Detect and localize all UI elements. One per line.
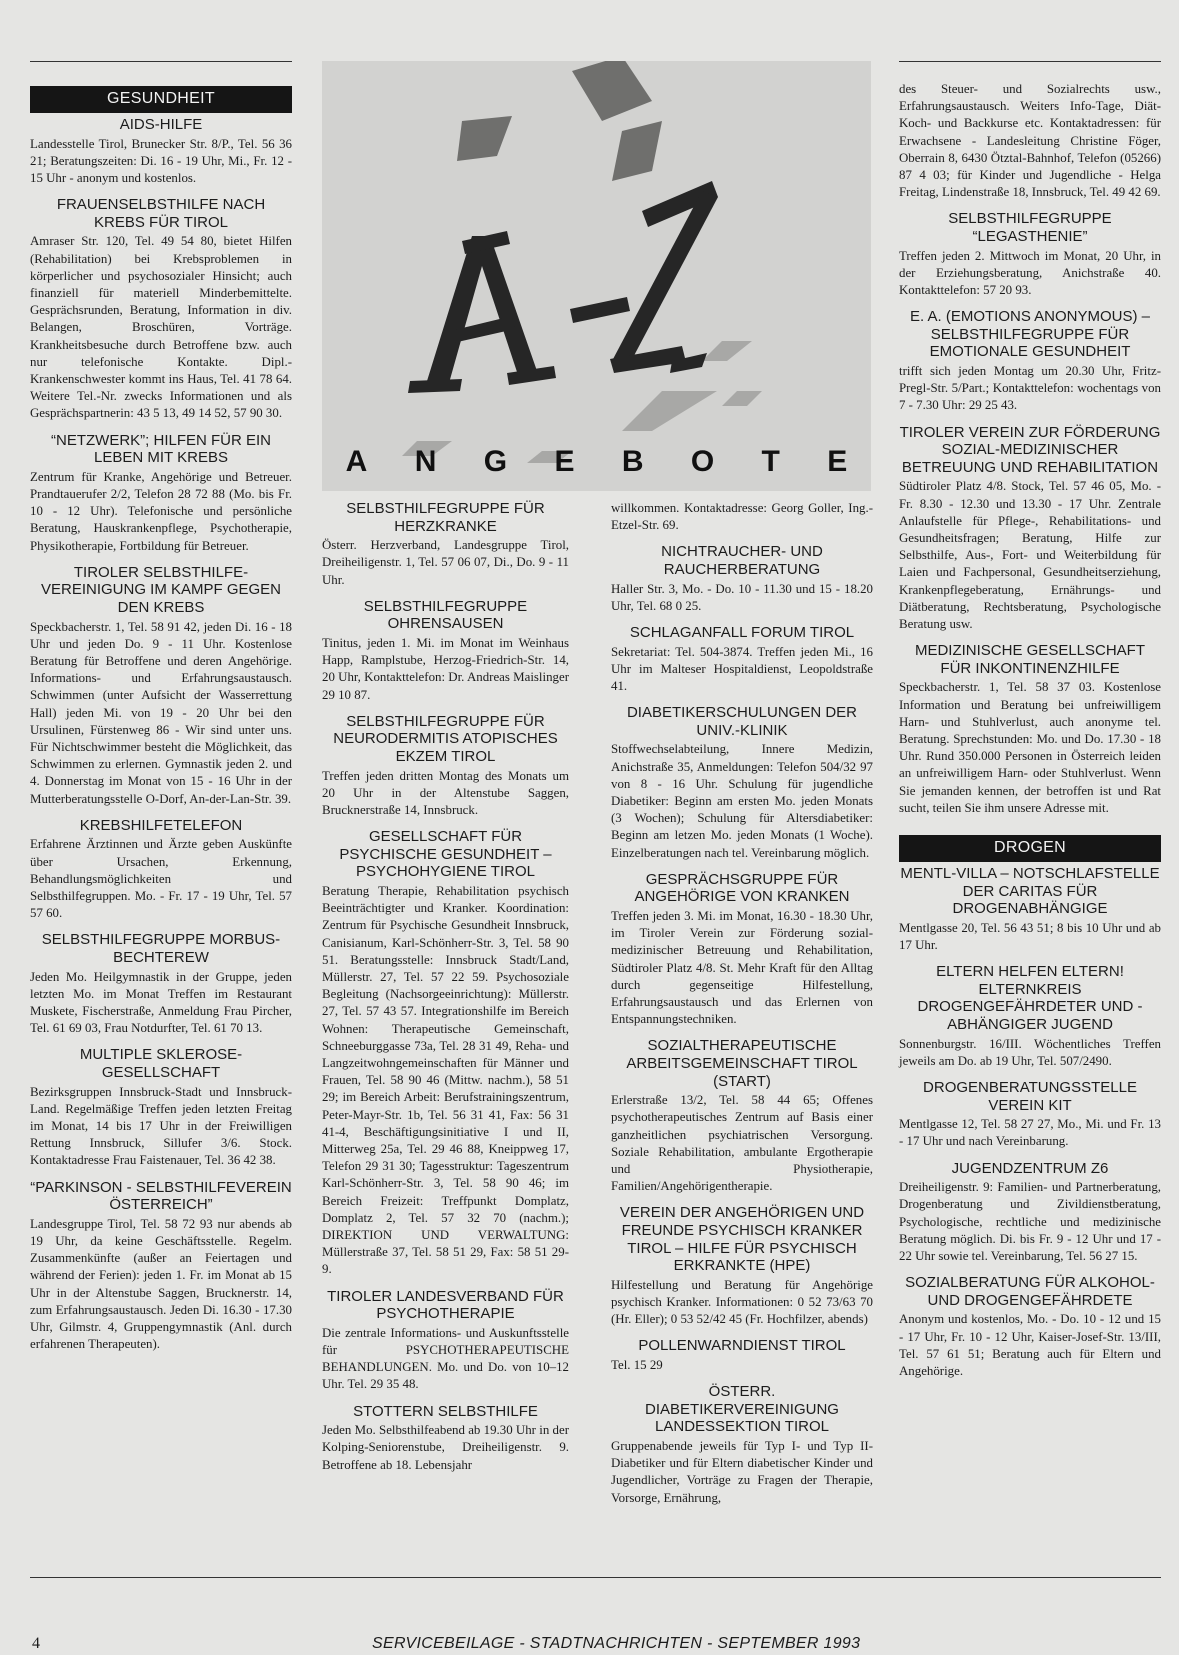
entry-text: Südtiroler Platz 4/8. Stock, Tel. 57 46 05, Mo. - Fr. 8.30 - 12.30 und 13.30 - 17 Uhr. Zentrale Anlaufstelle für Pflege-, Rehabilitations- und Gesundheitsfragen; Beratung, Hilfe zur Selbsthilfe, Aus-, Fort- und Weiterbildung für Laien und Fachpersonal, Gesundheitserziehung, Krankenpflegeberatung, Ernährungs- und Diätberatung, Rechtsberatung, Psychologische Beratung usw. xyxy=(899,479,1161,632)
entry-heading: NICHTRAUCHER- UND RAUCHERBERATUNG xyxy=(661,543,823,578)
az-art xyxy=(322,61,871,491)
entry-heading: MENTL-VILLA – NOTSCHLAFSTELLE DER CARITAS FÜR DROGENABHÄNGIGE xyxy=(900,865,1160,918)
angebote-letter: E xyxy=(827,445,848,478)
entry-text: Zentrum für Kranke, Angehörige und Betreuer. Prandtauerufer 2/2, Telefon 28 72 88 (Mo. bis Fr. 10 - 12 Uhr). Telefonische und persönliche Beratung, Hauskrankenpflege, Psychotherapie, Physikotherapie, Fortbildung für Betreuer. xyxy=(30,469,292,553)
entry-text: Hilfestellung und Beratung für Angehörige psychisch Kranker. Informationen: 0 52 73/63 70 (Hr. Eller); 0 53 52/42 45 (Fr. Hochfilzer, abends) xyxy=(611,1277,873,1327)
angebote-letters xyxy=(322,445,871,479)
entry-heading: SELBSTHILFEGRUPPE OHRENSAUSEN xyxy=(363,597,528,633)
footer-title: SERVICEBEILAGE - STADTNACHRICHTEN - SEPTEMBER 1993 xyxy=(372,1635,861,1652)
continued-text: des Steuer- und Sozialrechts usw., Erfahrungsaustausch. Weiters Info-Tage, Diät-Koch- und Backkurse etc. Kontaktadressen: für Erwachsene - Landesleitung Christine Föger, Oberrain 8, 6430 Ötztal-Bahnhof, Telefon (05266) 87 4 03; für Kinder und Jugendliche - Helga Freitag, Lindenstraße 18, Innsbruck, Tel. 49 42 69. xyxy=(899,82,1161,200)
entry-heading: GESPRÄCHSGRUPPE FÜR ANGEHÖRIGE VON KRANKEN xyxy=(634,870,850,906)
entry-heading: ÖSTERR. DIABETIKERVEREINIGUNG LANDESSEKTION TIROL xyxy=(645,1383,839,1436)
entry-text: Erlerstraße 13/2, Tel. 58 44 65; Offenes psychotherapeutisches Zentrum auf Basis einer ganzheitlichen psychiatrischen Versorgung. Soziale Rehabilitation, ambulante Ergotherapie und Physiotherapie, Familien/Angehörigentherapie. xyxy=(611,1093,873,1194)
entry-heading: SOZIALBERATUNG FÜR ALKOHOL- UND DROGENGEFÄHRDETE xyxy=(905,1274,1155,1309)
entry-heading: E. A. (EMOTIONS ANONYMOUS) – SELBSTHILFEGRUPPE FÜR EMOTIONALE GESUNDHEIT xyxy=(909,308,1151,361)
angebote-letter: O xyxy=(690,445,715,478)
entry-text: Jeden Mo. Heilgymnastik in der Gruppe, jeden letzten Mo. im Monat Treffen im Restaurant Muskete, Fischerstraße, Anmeldung Frau Pircher, Tel. 61 69 03, Frau Notdurfter, Tel. 61 70 13. xyxy=(30,969,292,1036)
angebote-letter: T xyxy=(761,445,780,478)
entry-text: Speckbacherstr. 1, Tel. 58 91 42, jeden Di. 16 - 18 Uhr und jeden Do. 9 - 11 Uhr. Kostenlose Beratung für Betroffene und deren Angehörige. Informations- und Erfahrungsaustausch. Schwimmen (unter Aufsicht der Wasserrettung Hall) jeden Mi. von 19 - 20 Uhr bei den Ursulinen, Fürstenweg 86 - Wir sind unter uns. Für Nichtschwimmer besteht die Möglichkeit, das Schwimmen zu erlernen. Gymnastik jeden 2. und 4. Donnerstag im Monat von 15 - 16 Uhr in der Mutterberatungsstelle O-Dorf, An-der-Lan-Str. 39. xyxy=(30,619,292,806)
entry-heading: GESELLSCHAFT FÜR PSYCHISCHE GESUNDHEIT – PSYCHOHYGIENE TIROL xyxy=(339,828,552,881)
entry-heading: TIROLER LANDESVERBAND FÜR PSYCHOTHERAPIE xyxy=(327,1287,564,1323)
entry-heading: “PARKINSON - SELBSTHILFEVEREIN ÖSTERREICH” xyxy=(30,1178,292,1214)
entry-heading: ELTERN HELFEN ELTERN! ELTERNKREIS DROGENGEFÄHRDETER UND -ABHÄNGIGER JUGEND xyxy=(917,963,1143,1033)
entry-text: Anonym und kostenlos, Mo. - Do. 10 - 12 und 15 - 17 Uhr, Fr. 10 - 12 Uhr, Kaiser-Josef-Str. 13/III, Tel. 57 61 51; Beratung auch für Eltern und Angehörige. xyxy=(899,1312,1161,1378)
entry-heading: VEREIN DER ANGEHÖRIGEN UND FREUNDE PSYCHISCH KRANKER TIROL – HILFE FÜR PSYCHISCH ERKRANKTE (HPE) xyxy=(619,1204,865,1275)
entry-heading: SELBSTHILFEGRUPPE “LEGASTHENIE” xyxy=(948,210,1112,246)
entry-heading: DIABETIKERSCHULUNGEN DER UNIV.-KLINIK xyxy=(626,704,858,739)
entry-heading: SELBSTHILFEGRUPPE FÜR NEURODERMITIS ATOPISCHES EKZEM TIROL xyxy=(333,712,558,765)
entry-text: Mentlgasse 20, Tel. 56 43 51; 8 bis 10 Uhr und ab 17 Uhr. xyxy=(899,920,1161,953)
entry-heading: JUGENDZENTRUM Z6 xyxy=(951,1159,1109,1177)
entry-text: Bezirksgruppen Innsbruck-Stadt und Innsbruck-Land. Regelmäßige Treffen jeden letzten Freitag im Monat, 14 bis 17 Uhr in der Freiwilligen Rettung Innsbruck, Sillufer 3/6. Stock. Kontaktadresse Frau Faistenauer, Tel. 36 42 38. xyxy=(30,1084,292,1168)
column-1 xyxy=(30,86,292,1353)
entry-heading: DROGENBERATUNGSSTELLE VEREIN KIT xyxy=(923,1079,1137,1114)
angebote-letter: N xyxy=(414,445,437,478)
entry-text: Amraser Str. 120, Tel. 49 54 80, bietet Hilfen (Rehabilitation) bei Krebsproblemen in körperlicher und psychosozialer Hinsicht; auch finanziell für materiell Minderbemittelte. Gesprächsrunden, Beratung, Information in div. Belangen, Broschüren, Vorträge. Krankheitsbesuche durch Betroffene bzw. auch nur telefonische Kontakte. Dipl.-Krankenschwester kommt ins Haus, Tel. 41 78 64. Weitere Tel.-Nr. zwecks Informationen und als Gesprächspartnerin: 43 5 13, 49 14 52, 57 90 30. xyxy=(30,234,292,421)
entry-text: Tel. 15 29 xyxy=(611,1358,663,1372)
page-number: 4 xyxy=(32,1635,40,1652)
entry-heading: SELBSTHILFEGRUPPE MORBUS-BECHTEREW xyxy=(41,931,281,967)
entry-text: Treffen jeden 3. Mi. im Monat, 16.30 - 18.30 Uhr, im Tiroler Verein zur Förderung sozial-medizinischer Betreuung und Rehabilitation, Südtiroler Platz 4/8. St. Mehr Kraft für den Alltag durch gegenseitige Hilfestellung, Erfahrungsaustausch und das Erlernen von Entspannungstechniken. xyxy=(611,909,873,1027)
entry-text: Tinitus, jeden 1. Mi. im Monat im Weinhaus Happ, Ramplstube, Herzog-Friedrich-Str. 14, 20 Uhr, Kontakttelefon: Dr. Andreas Maislinger 29 10 87. xyxy=(322,635,569,702)
entry-text: Landesgruppe Tirol, Tel. 58 72 93 nur abends ab 19 Uhr, da keine Geschäftsstelle. Regelm. Zusammenkünfte (außer an Feiertagen und während der Ferien): jeden 1. Fr. im Monat ab 15 Uhr in der Altenstube Saggen, Brucknerstr. 14, zum Erfahrungsaustausch. Jeden Di. 16.30 - 17.30 Uhr, Gilmstr. 4, Gruppengymnastik (Anl. durch erfahrenen Therapeuten). xyxy=(30,1216,292,1352)
entry-text: Dreiheiligenstr. 9: Familien- und Partnerberatung, Drogenberatung und Zivildienstberatung, Psychologische, rechtliche und medizinische Beratung möglich. Di. bis Fr. 9 - 12 Uhr und 17 - 22 Uhr sowie tel. Vereinbarung, Tel. 56 27 15. xyxy=(899,1180,1161,1263)
entry-text: Treffen jeden dritten Montag des Monats um 20 Uhr in der Altenstube Saggen, Brucknerstraße 14, Innsbruck. xyxy=(322,768,569,817)
entry-text: Speckbacherstr. 1, Tel. 58 37 03. Kostenlose Information und Beratung bei unfreiwilligem Harn- und Stuhlverlust, auch anonyme tel. Beratung. Sprechstunden: Mo. und Do. 17.30 - 18 Uhr. Rund 350.000 Personen in Österreich leiden an unfreiwilligem Harn- oder Stuhlverlust. Wenn Sie jemanden kennen, der betroffen ist und Rat sucht, teilen Sie ihm unsere Adresse mit. xyxy=(899,680,1161,815)
column-4 xyxy=(899,81,1161,1380)
entry-text: Beratung Therapie, Rehabilitation psychisch Beeinträchtigter und Kranker. Koordination: Zentrum für Psychische Gesundheit Innsbruck, Canisianum, Karl-Schönherr-Str. 3, Tel. 58 90 51. Beratungsstelle: Innsbruck Stadt/Land, Müllerstr. 27, Tel. 57 22 59. Psychosoziale Begleitung (Nachsorgeeinrichtung): Müllerstr. 27, Tel. 57 43 57. Integrationshilfe im Bereich Wohnen: Therapeutische Gemeinschaft, Schneeburggasse 73a, Tel. 28 31 49, Reha- und Langzeitwohngemeinschaften für Männer und Frauen, Tel. 58 90 46 (Mittw. nachm.), 58 51 29; im Bereich Arbeit: Berufstrainingszentrum, Peter-Mayr-Str. 1b, Tel. 56 31 41, Fax: 56 31 41-4, Beschäftigungsinitiative I und II, Mitterweg 25a, Tel. 29 46 88, Kneippweg 17, Telefon 29 31 30; Tagesstruktur: Tageszentrum Karl-Schönherr-Str. 3, Tel. 58 90 46; im Bereich Freizeit: Treffpunkt Domplatz, Domplatz 2, Tel. 57 32 70 (nachm.); DIREKTION UND VERWALTUNG: Müllerstraße 37, Tel. 58 51 29, Fax: 58 51 29-9. xyxy=(322,883,569,1277)
column-3 xyxy=(611,500,873,1507)
entry-heading: TIROLER VEREIN ZUR FÖRDERUNG SOZIAL-MEDIZINISCHER BETREUUNG UND REHABILITATION xyxy=(899,423,1161,476)
entry-text: Treffen jeden 2. Mittwoch im Monat, 20 Uhr, in der Erziehungsberatung, Anichstraße 40. Kontakttelefon: 57 20 93. xyxy=(899,248,1161,298)
entry-text: Sonnenburgstr. 16/III. Wöchentliches Treffen jeweils am Do. ab 19 Uhr, Tel. 507/2490. xyxy=(899,1036,1161,1068)
entry-heading: AIDS-HILFE xyxy=(119,116,203,133)
entry-heading: POLLENWARNDIENST TIROL xyxy=(638,1337,846,1355)
entry-text: Haller Str. 3, Mo. - Do. 10 - 11.30 und 15 - 18.20 Uhr, Tel. 68 0 25. xyxy=(611,581,873,613)
entry-heading: SELBSTHILFEGRUPPE FÜR HERZKRANKE xyxy=(346,500,545,535)
entry-heading: SCHLAGANFALL FORUM TIROL xyxy=(629,624,855,641)
entry-text: Erfahrene Ärztinnen und Ärzte geben Auskünfte über Ursachen, Erkennung, Behandlungsmöglichkeiten und Selbsthilfegruppen. Mo. - Fr. 17 - 19 Uhr, Tel. 57 57 60. xyxy=(30,837,292,921)
entry-heading: KREBSHILFETELEFON xyxy=(79,816,243,834)
bottom-rule xyxy=(30,1577,1161,1578)
angebote-letter: B xyxy=(621,445,644,478)
entry-heading: STOTTERN SELBSTHILFE xyxy=(353,1402,538,1420)
continued-text: willkommen. Kontaktadresse: Georg Goller, Ing.-Etzel-Str. 69. xyxy=(611,501,873,533)
entry-text: Die zentrale Informations- und Auskunftsstelle für PSYCHOTHERAPEUTISCHE BEHANDLUNGEN. Mo. und Do. von 10–12 Uhr. Tel. 29 35 48. xyxy=(322,1325,569,1392)
az-angebote-illustration xyxy=(322,61,871,491)
entry-text: Jeden Mo. Selbsthilfeabend ab 19.30 Uhr in der Kolping-Seniorenstube, Dreiheiligenstr. 9. Betroffene ab 18. Lebensjahr xyxy=(322,1423,569,1472)
entry-heading: MULTIPLE SKLEROSE-GESELLSCHAFT xyxy=(79,1046,243,1082)
column-2 xyxy=(322,500,569,1474)
entry-text: Mentlgasse 12, Tel. 58 27 27, Mo., Mi. und Fr. 13 - 17 Uhr und nach Vereinbarung. xyxy=(899,1117,1161,1149)
entry-text: Landesstelle Tirol, Brunecker Str. 8/P., Tel. 56 36 21; Beratungszeiten: Di. 16 - 19 Uhr, Mi., Fr. 12 - 15 Uhr - anonym und kostenlos. xyxy=(30,136,292,185)
entry-heading: MEDIZINISCHE GESELLSCHAFT FÜR INKONTINENZHILFE xyxy=(914,642,1146,677)
entry-heading: SOZIALTHERAPEUTISCHE ARBEITSGEMEINSCHAFT TIROL (START) xyxy=(626,1037,858,1090)
angebote-letter: A xyxy=(345,445,368,478)
entry-text: Sekretariat: Tel. 504-3874. Treffen jeden Mi., 16 Uhr im Malteser Hospitaldienst, Leopoldstraße 41. xyxy=(611,644,873,693)
entry-text: trifft sich jeden Montag um 20.30 Uhr, Fritz-Pregl-Str. 5/Part.; Kontakttelefon: wochentags von 7 - 7.30 Uhr: 29 25 43. xyxy=(899,364,1161,413)
top-rule-left xyxy=(30,61,292,62)
entry-heading: TIROLER SELBSTHILFE-VEREINIGUNG IM KAMPF GEGEN DEN KREBS xyxy=(40,563,282,617)
entry-heading: “NETZWERK”; HILFEN FÜR EIN LEBEN MIT KREBS xyxy=(51,431,271,467)
entry-text: Stoffwechselabteilung, Innere Medizin, Anichstraße 35, Anmeldungen: Telefon 504/32 97 von 8 - 16 Uhr. Schulung für jugendliche Diabetiker: Beginn am ersten Mo. jeden Monats (3 Wochen); Schulung für Altersdiabetiker: Beginn am letzen Mo. jeden Monats (1 Woche). Einzelberatungen nach tel. Vereinbarung möglich. xyxy=(611,742,873,860)
entry-text: Gruppenabende jeweils für Typ I- und Typ II-Diabetiker und für Eltern diabetischer Kinder und Jugendlicher, Vorträge zu Fragen der Therapie, Vorsorge, Ernährung, xyxy=(611,1438,873,1505)
entry-text: Österr. Herzverband, Landesgruppe Tirol, Dreiheiligenstr. 1, Tel. 57 06 07, Di., Do. 9 - 11 Uhr. xyxy=(322,538,569,587)
section-banner-gesundheit: GESUNDHEIT xyxy=(30,86,292,113)
angebote-letter: E xyxy=(554,445,575,478)
angebote-letter: G xyxy=(483,445,508,478)
entry-heading: FRAUENSELBSTHILFE NACH KREBS FÜR TIROL xyxy=(56,196,266,231)
section-banner-drogen: DROGEN xyxy=(899,835,1161,862)
top-rule-right xyxy=(899,61,1161,62)
